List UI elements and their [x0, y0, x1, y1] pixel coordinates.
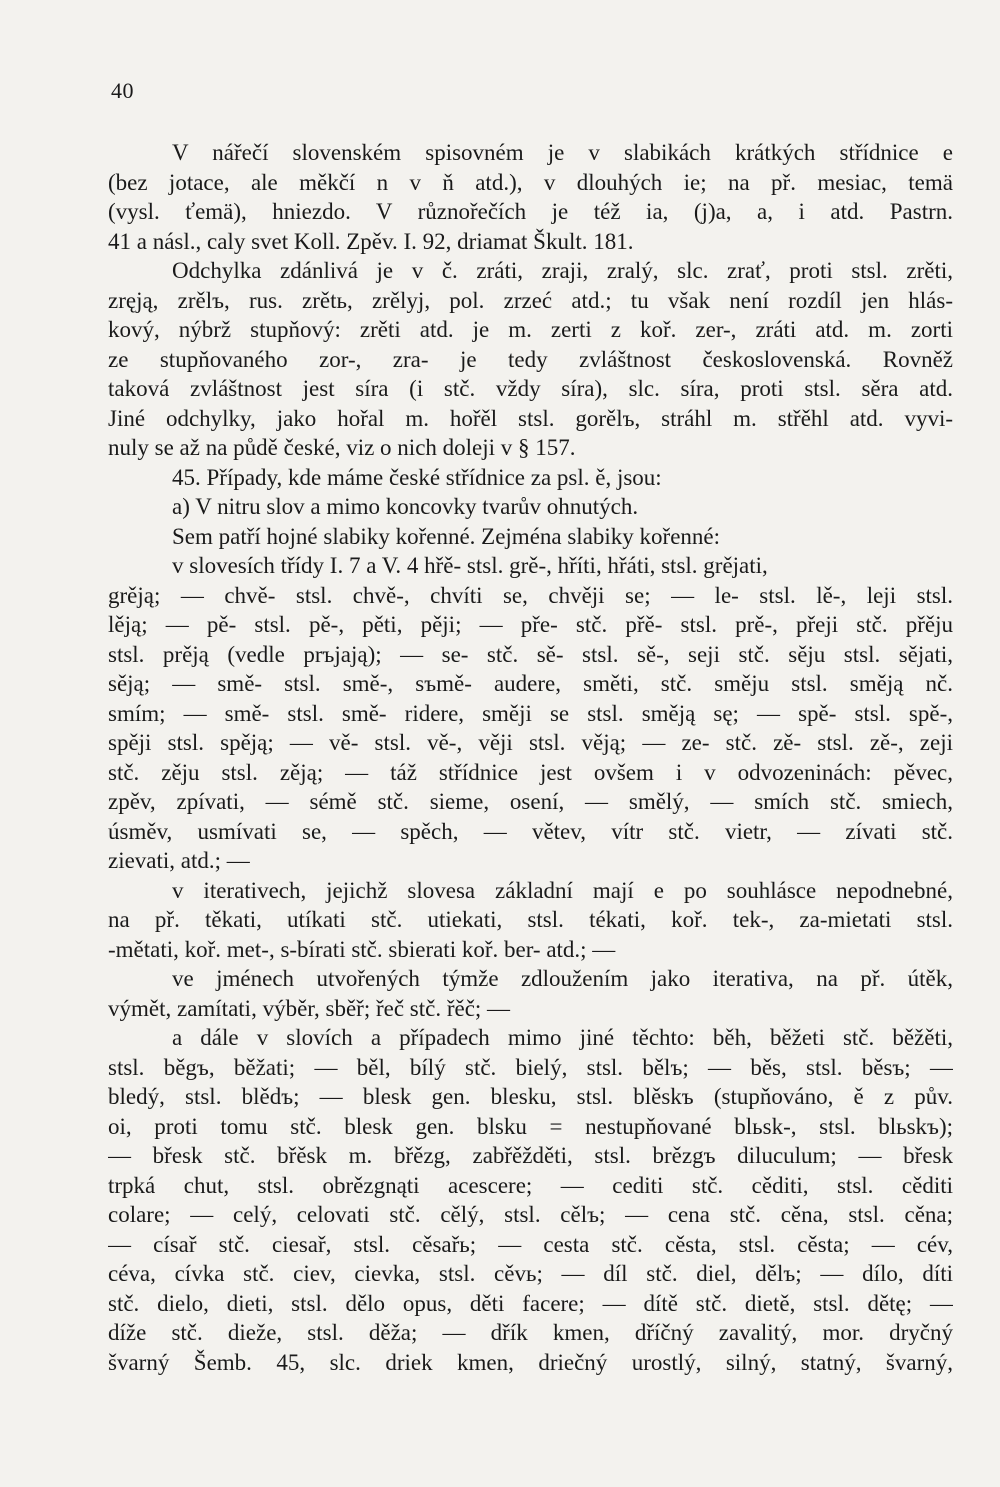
text-line: -mětati, koř. met-, s-bírati stč. sbierati koř. ber- atd.; —	[108, 936, 616, 962]
text-line: grěją; — chvě- stsl. chvě-, chvíti se, chvěji se; — le- stsl. lě-, leji stsl.	[108, 582, 953, 608]
text-line: oi, proti tomu stč. blesk gen. blsku = nestupňované blьsk-, stsl. blьskъ);	[108, 1113, 953, 1139]
text-line: a dále v slovích a případech mimo jiné těchto: běh, běžeti stč. běžěti,	[172, 1025, 953, 1050]
text-line: v slovesích třídy I. 7 a V. 4 hřě- stsl. grě-, hříti, hřáti, stsl. grějati,	[172, 553, 768, 578]
text-line: — břesk stč. břěsk m. břězg, zabřěžděti, stsl. brězgъ diluculum; — břesk	[108, 1143, 953, 1168]
text-line: kový, nýbrž stupňový: zrěti atd. je m. zerti z koř. zer-, zráti atd. m. zorti	[108, 317, 953, 342]
text-line: 41 a násl., caly svet Koll. Zpěv. I. 92, driamat Škult. 181.	[108, 228, 634, 254]
text-line: díže stč. dieže, stsl. děža; — dřík kmen, dříčný zavalitý, mor. dryčný	[108, 1320, 953, 1345]
text-line: švarný Šemb. 45, slc. driek kmen, driečný urostlý, silný, statný, švarný,	[108, 1349, 953, 1375]
text-line: v iterativech, jejichž slovesa základní mají e po souhlásce nepodnebné,	[172, 877, 953, 903]
text-line: trpká chut, stsl. obrězgnąti acescere; — cediti stč. cěditi, stsl. cěditi	[108, 1172, 953, 1198]
text-line: sěją; — smě- stsl. smě-, sъmě- audere, směti, stč. směju stsl. směją nč.	[108, 671, 953, 696]
text-line: lěją; — pě- stsl. pě-, pěti, pěji; — pře- stč. přě- stsl. prě-, přeji stč. přěju	[108, 612, 953, 637]
text-line: zpěv, zpívati, — sémě stč. sieme, osení, — smělý, — smích stč. smiech,	[108, 789, 953, 814]
text-line: (vysl. ťemä), hniezdo. V různořečích je též ia, (j)a, a, i atd. Pastrn.	[108, 199, 953, 224]
text-line: výmět, zamítati, výběr, sběř; řeč stč. řěč; —	[108, 995, 511, 1021]
text-line: colare; — celý, celovati stč. cělý, stsl. cělъ; — cena stč. cěna, stsl. cěna;	[108, 1202, 953, 1227]
text-line: Sem patří hojné slabiky kořenné. Zejména slabiky kořenné:	[172, 523, 721, 549]
text-line: stč. dielo, dieti, stsl. dělo opus, děti facere; — dítě stč. dietě, stsl. dětę; —	[108, 1290, 953, 1316]
text-line: bledý, stsl. blědъ; — blesk gen. blesku, stsl. blěskъ (stupňováno, ě z pův.	[108, 1084, 953, 1109]
text-line: stsl. prěją (vedle prъjają); — se- stč. sě- stsl. sě-, seji stč. sěju stsl. sějati,	[108, 641, 953, 667]
text-line: na př. těkati, utíkati stč. utiekati, stsl. tékati, koř. tek-, za-mietati stsl.	[108, 907, 953, 932]
text-line: úsměv, usmívati se, — spěch, — větev, vítr stč. vietr, — zívati stč.	[108, 818, 953, 844]
text-line: (bez jotace, ale měkčí n v ň atd.), v dlouhých ie; na př. mesiac, temä	[108, 169, 953, 195]
text-line: Odchylka zdánlivá je v č. zráti, zraji, zralý, slc. zrať, proti stsl. zrěti,	[172, 258, 953, 283]
text-line: nuly se až na půdě české, viz o nich doleji v § 157.	[108, 435, 576, 460]
text-line: spěji stsl. spěją; — vě- stsl. vě-, věji stsl. věją; — ze- stč. zě- stsl. zě-, zeji	[108, 730, 953, 755]
text-line: ve jménech utvořených týmže zdloužením jako iterativa, na př. útěk,	[172, 966, 953, 991]
page-number: 40	[111, 78, 134, 103]
text-line: taková zvláštnost jest síra (i stč. vždy síra), slc. síra, proti stsl. sěra atd.	[108, 376, 953, 401]
text-line: smím; — smě- stsl. smě- ridere, směji se stsl. směją sę; — spě- stsl. spě-,	[108, 700, 953, 726]
text-line: ze stupňovaného zor-, zra- je tedy zvláštnost československá. Rovněž	[108, 346, 953, 372]
text-line: Jiné odchylky, jako hořal m. hořěl stsl. gorělъ, stráhl m. střěhl atd. vyvi-	[108, 405, 953, 431]
text-line: zievati, atd.; —	[108, 848, 250, 873]
text-line: stč. zěju stsl. zěją; — táž střídnice jest ovšem i v odvozeninách: pěvec,	[108, 759, 953, 785]
body-text	[108, 138, 953, 1377]
text-line: — císař stč. ciesař, stsl. cěsařь; — cesta stč. cěsta, stsl. cěsta; — cév,	[108, 1231, 953, 1257]
text-line: stsl. běgъ, běžati; — běl, bílý stč. bielý, stsl. bělъ; — běs, stsl. běsъ; —	[108, 1054, 953, 1080]
text-line: céva, cívka stč. ciev, cievka, stsl. cěvь; — díl stč. diel, dělъ; — dílo, díti	[108, 1261, 953, 1286]
text-line: a) V nitru slov a mimo koncovky tvarův ohnutých.	[172, 494, 639, 519]
text-line: zręją, zrělъ, rus. zrětь, zrělyj, pol. zrzeć atd.; tu však není rozdíl jen hlás-	[108, 287, 953, 313]
text-line: 45. Případy, kde máme české střídnice za psl. ě, jsou:	[172, 464, 662, 490]
text-line: V nářečí slovenském spisovném je v slabikách krátkých střídnice e	[172, 140, 953, 165]
